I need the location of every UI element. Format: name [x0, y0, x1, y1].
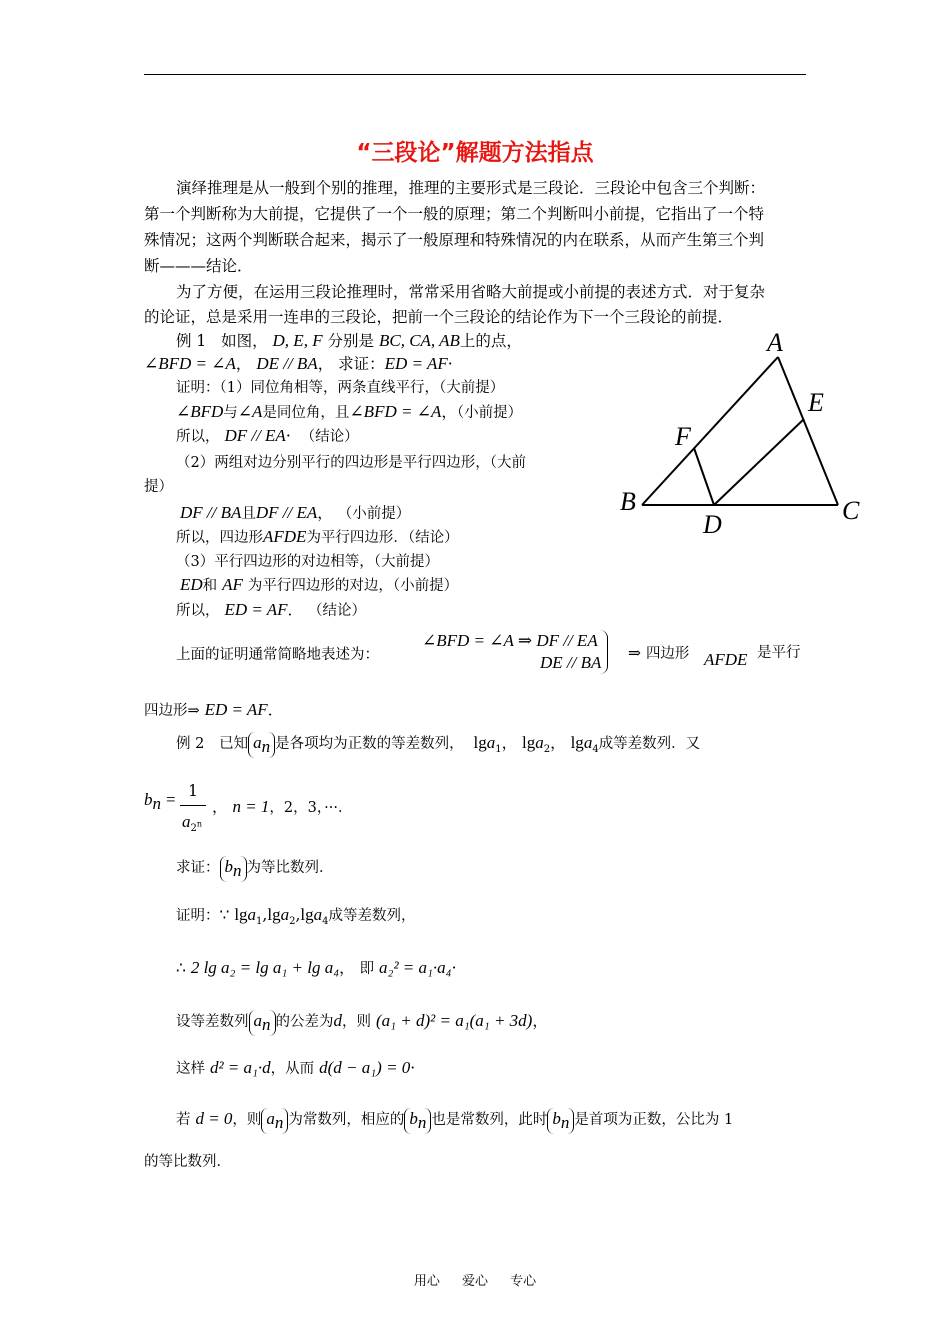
label-e: E: [808, 388, 824, 417]
example2-bn-def: $b_n$ =: [144, 790, 176, 814]
footer-word: 用心: [413, 1274, 440, 1289]
side-ac: [778, 357, 838, 505]
example2-case: 若 d = 0，则 $a_n$ 为常数列，相应的 $b_n$ 也是常数列，此时 $b_n$ 是首项为正数，公比为 1: [176, 1109, 734, 1132]
label-d: D: [703, 510, 722, 539]
example2-eq4: 这样 d² = a₁·d，从而 d(d − a₁) = 0·: [176, 1058, 416, 1077]
summary-quad: AFDE: [704, 650, 748, 669]
proof-step2-minor: DF // BA且DF // EA， （小前提）: [180, 503, 411, 522]
example1-statement: 例 1 如图， D, E, F 分别是 BC, CA, AB上的点，: [176, 331, 522, 350]
proof-step2-conclusion: 所以，四边形AFDE为平行四边形．（结论）: [176, 527, 459, 546]
page-footer: [0, 1270, 950, 1289]
page-title: “三段论”解题方法指点: [356, 140, 594, 166]
proof-step3-minor: ED和 AF 为平行四边形的对边，（小前提）: [180, 575, 459, 594]
example2-statement: 例 2 已知 $a_n$ 是各项均为正数的等差数列， lga$_1$， lga$_2$， lga$_4$成等差数列．又: [176, 733, 701, 756]
example2-n-range: ， n = 1，2，3，···．: [212, 797, 353, 816]
proof-step2-major-cont: 提）: [144, 479, 173, 495]
intro-line: 断———结论．: [144, 257, 253, 275]
proof-step3-conclusion: 所以， ED = AF． （结论）: [176, 600, 366, 619]
intro-line: 殊情况；这两个判断联合起来，揭示了一般原理和特殊情况的内在联系，从而产生第三个判: [144, 231, 765, 249]
label-b: B: [620, 487, 636, 516]
side-ab: [642, 357, 778, 505]
example2-last-line: 的等比数列．: [144, 1154, 231, 1170]
proof-step1-major: 证明：（1）同位角相等，两条直线平行，（大前提）: [176, 380, 505, 396]
proof-step3-major: （3）平行四边形的对边相等，（大前提）: [176, 554, 439, 570]
footer-word: 爱心: [461, 1274, 488, 1289]
triangle-figure: [612, 325, 872, 540]
footer-word: 专心: [510, 1274, 537, 1289]
summary-lead: 上面的证明通常简略地表述为：: [176, 647, 379, 663]
segment-fd: [694, 448, 714, 505]
label-c: C: [842, 496, 860, 525]
fraction-denominator: $a_{2^n}$: [182, 812, 203, 835]
intro-line: 演绎推理是从一般到个别的推理，推理的主要形式是三段论．三段论中包含三个判断：: [176, 179, 766, 197]
summary-line2: 四边形⇒ ED = AF．: [144, 700, 284, 719]
fraction-numerator: 1: [188, 782, 198, 800]
header-rule: [144, 74, 806, 75]
summary-brace: ∠BFD = ∠A ⇒ DF // EA DE // BA: [418, 630, 608, 674]
example2-eq3: 设等差数列 $a_n$ 的公差为d，则 (a₁ + d)² = a₁(a₁ + 3d)，: [176, 1011, 548, 1034]
proof-step1-conclusion: 所以， DF // EA· （结论）: [176, 426, 359, 445]
intro-line: 的论证，总是采用一连串的三段论，把前一个三段论的结论作为下一个三段论的前提．: [144, 308, 734, 326]
label-a: A: [767, 328, 783, 357]
example2-prove: 求证： $b_n$ 为等比数列．: [176, 857, 334, 880]
proof-step1-minor: ∠BFD与∠A是同位角，且∠BFD = ∠A，（小前提）: [176, 402, 523, 421]
proof-step2-major: （2）两组对边分别平行的四边形是平行四边形，（大前: [176, 455, 526, 471]
intro-line: 为了方便，在运用三段论推理时，常常采用省略大前提或小前提的表述方式．对于复杂: [176, 283, 766, 301]
example1-given: ∠BFD = ∠A， DE // BA， 求证：ED = AF·: [144, 354, 453, 373]
summary-conclusion: ⇒ 四边形: [628, 644, 690, 662]
example2-proof-start: 证明：∵ lga$_1$,lga$_2$,lga$_4$成等差数列，: [176, 905, 416, 928]
intro-line: 第一个判断称为大前提，它提供了一个一般的原理；第二个判断叫小前提，它指出了一个特: [144, 205, 765, 223]
label-f: F: [675, 422, 691, 451]
segment-de: [714, 419, 804, 505]
fraction-bar: [180, 805, 206, 806]
example2-eq1: ∴ 2 lg a₂ = lg a₁ + lg a₄， 即 a₂² = a₁·a₄·: [176, 958, 457, 977]
summary-tail: 是平行: [757, 645, 801, 661]
